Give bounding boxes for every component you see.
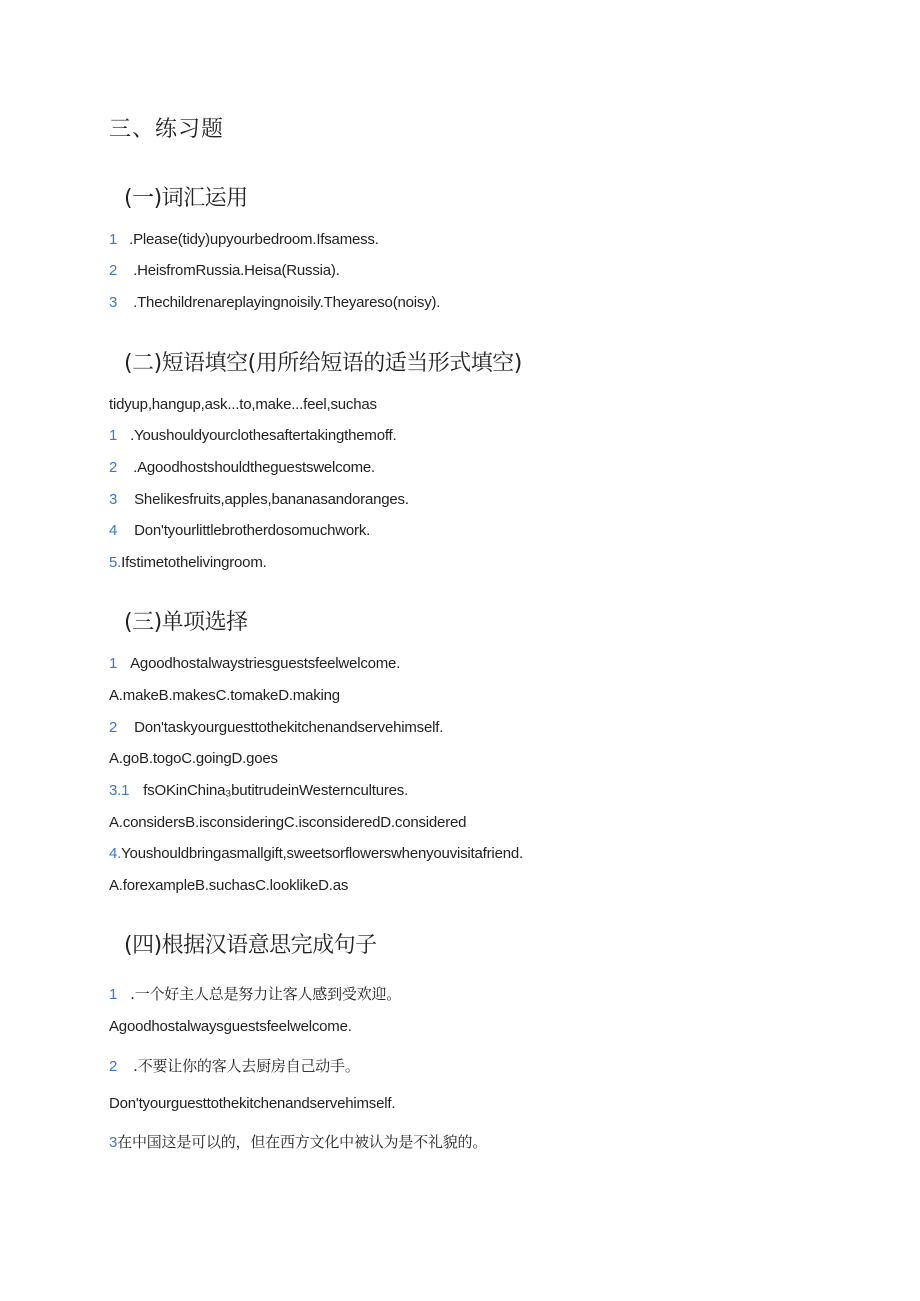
list-item xyxy=(109,983,401,1004)
item-number: 4. xyxy=(109,845,122,862)
section-2-heading: (二)短语填空(用所给短语的适当形式填空) xyxy=(124,351,522,376)
list-item xyxy=(109,655,400,672)
item-number: 1 xyxy=(109,986,118,1003)
phrase-bank: tidyup,hangup,ask...to,make...feel,suchas xyxy=(109,396,377,413)
answer-options: A.forexampleB.suchasC.looklikeD.as xyxy=(109,877,349,894)
item-text: Don'tyourlittlebrotherdosomuchwork. xyxy=(134,522,371,539)
section-3-heading: (三)单项选择 xyxy=(124,610,248,635)
list-item xyxy=(109,1055,360,1076)
list-item xyxy=(109,294,440,311)
item-number: 3.1 xyxy=(109,782,130,799)
item-text: Shelikesfruits,apples,bananasandoranges. xyxy=(134,491,409,508)
list-item xyxy=(109,427,396,444)
answer-options: A.considersB.isconsideringC.isconsideredD.considered xyxy=(109,814,467,831)
page-title: 三、练习题 xyxy=(109,117,225,142)
item-text: .Youshouldyourclothesaftertakingthemoff. xyxy=(130,427,397,444)
item-text: .Agoodhostshouldtheguestswelcome. xyxy=(133,459,376,476)
item-prompt: 在中国这是可以的，但在西方文化中被认为是不礼貌的。 xyxy=(117,1133,488,1151)
list-item xyxy=(109,231,379,248)
list-item xyxy=(109,262,340,279)
item-number: 1 xyxy=(109,655,118,672)
list-item xyxy=(109,554,267,571)
section-4-heading: (四)根据汉语意思完成句子 xyxy=(124,933,377,958)
item-text: fsOKinChina₃butitrudeinWesterncultures. xyxy=(143,782,409,799)
list-item xyxy=(109,459,375,476)
item-number: 2 xyxy=(109,459,118,476)
list-item xyxy=(109,1131,487,1152)
item-text: Agoodhostalwaystriesguestsfeelwelcome. xyxy=(130,655,401,672)
item-answer: Agoodhostalwaysguestsfeelwelcome. xyxy=(109,1018,352,1035)
item-number: 3 xyxy=(109,491,118,508)
list-item xyxy=(109,845,523,862)
item-number: 4 xyxy=(109,522,118,539)
item-text: .HeisfromRussia.Heisa(Russia). xyxy=(133,262,340,279)
item-prompt: .不要让你的客人去厨房自己动手。 xyxy=(133,1057,360,1075)
answer-options: A.goB.togoC.goingD.goes xyxy=(109,750,278,767)
list-item xyxy=(109,782,408,799)
item-number: 3 xyxy=(109,1134,118,1151)
item-number: 2 xyxy=(109,262,118,279)
item-text: .Please(tidy)upyourbedroom.Ifsamess. xyxy=(129,231,379,248)
item-answer: Don'tyourguesttothekitchenandservehimself. xyxy=(109,1095,396,1112)
list-item xyxy=(109,491,409,508)
item-text: Ifstimetothelivingroom. xyxy=(121,554,267,571)
item-number: 2 xyxy=(109,1058,118,1075)
item-number: 2 xyxy=(109,719,118,736)
answer-options: A.makeB.makesC.tomakeD.making xyxy=(109,687,340,704)
item-number: 3 xyxy=(109,294,118,311)
item-number: 1 xyxy=(109,231,118,248)
section-1-heading: (一)词汇运用 xyxy=(124,186,248,211)
item-number: 5. xyxy=(109,554,122,571)
item-text: .Thechildrenareplayingnoisily.Theyareso(noisy). xyxy=(133,294,441,311)
list-item xyxy=(109,522,370,539)
list-item xyxy=(109,719,443,736)
item-text: Youshouldbringasmallgift,sweetsorflowerswhenyouvisitafriend. xyxy=(121,845,523,862)
item-text: Don'taskyourguesttothekitchenandservehimself. xyxy=(134,719,444,736)
item-number: 1 xyxy=(109,427,118,444)
item-prompt: .一个好主人总是努力让客人感到受欢迎。 xyxy=(130,985,402,1003)
